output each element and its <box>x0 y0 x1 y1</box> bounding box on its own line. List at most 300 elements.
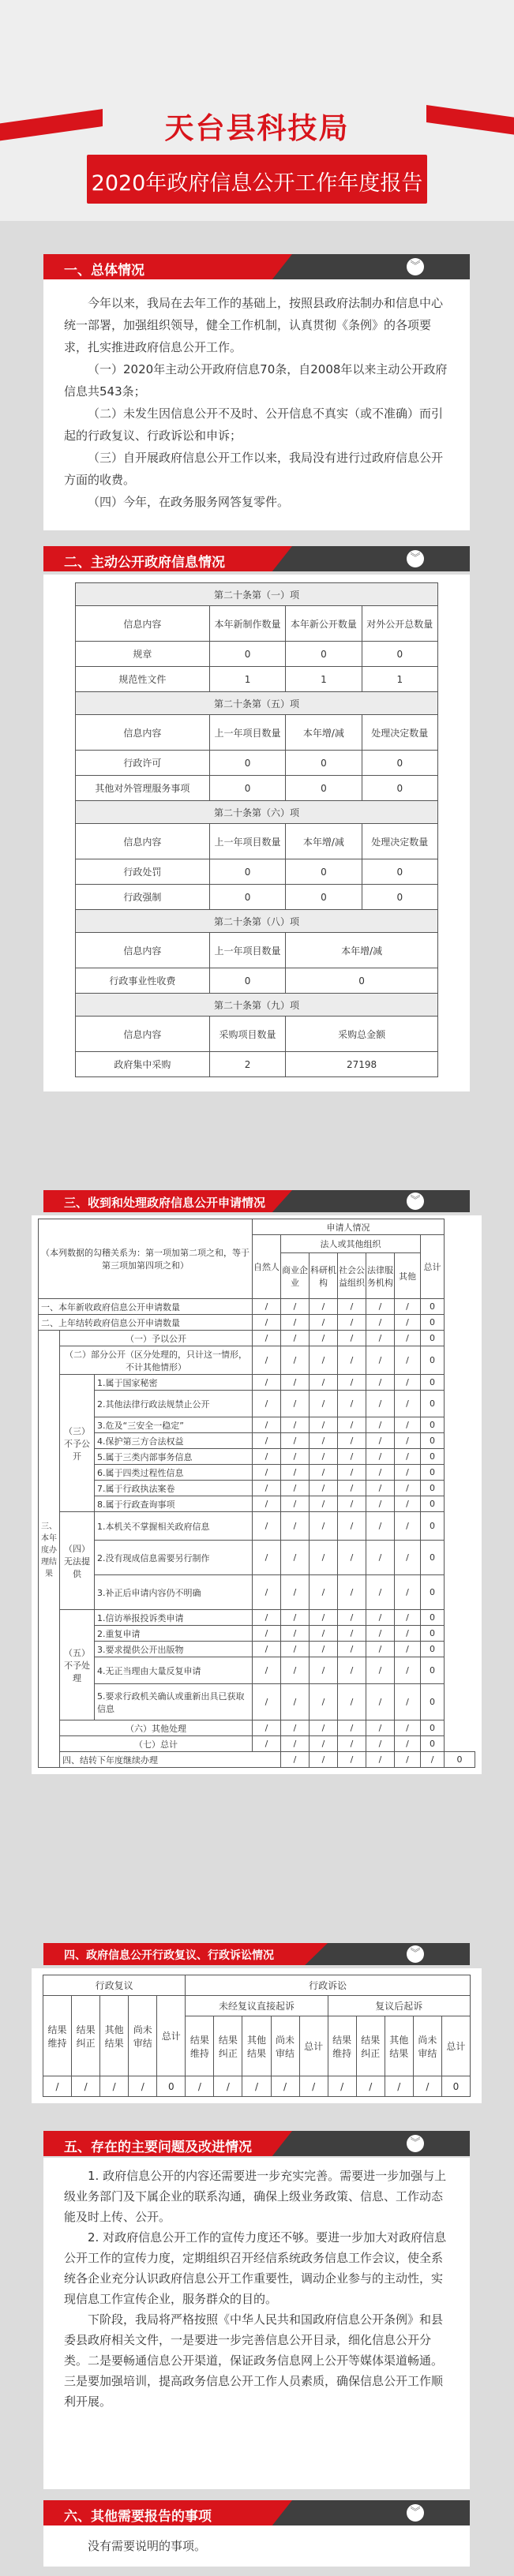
group-label: （五）不予处理 <box>60 1610 95 1720</box>
table-cell: / <box>281 1417 310 1433</box>
table-cell: / <box>253 1481 281 1496</box>
table-cell: / <box>395 1684 421 1720</box>
table-cell: / <box>253 1449 281 1465</box>
row-label: （一）予以公开 <box>60 1331 253 1346</box>
table-cell: / <box>366 1657 395 1684</box>
table-cell: / <box>338 1657 366 1684</box>
review-table <box>43 1975 471 2097</box>
table-header: 结果维持 <box>43 1996 72 2076</box>
row-label: 一、本年新收政府信息公开申请数量 <box>39 1299 253 1315</box>
table-cell: 0 <box>157 2076 186 2097</box>
table-cell: / <box>281 1331 310 1346</box>
table-cell: / <box>395 1626 421 1642</box>
table-row <box>39 1299 475 1315</box>
table-row <box>39 1626 475 1642</box>
table-header: 信息内容 <box>76 1017 210 1052</box>
table-cell: / <box>395 1720 421 1736</box>
table-cell: / <box>281 1642 310 1657</box>
table-cell-total: 0 <box>421 1481 445 1496</box>
table-cell: / <box>338 1541 366 1575</box>
table-cell: / <box>310 1657 338 1684</box>
table-row <box>39 1391 475 1417</box>
table-cell: / <box>366 1465 395 1481</box>
table-row <box>39 1657 475 1684</box>
table-cell: 1 <box>362 667 437 692</box>
table-cell: / <box>338 1375 366 1391</box>
row-label: 4.保护第三方合法权益 <box>95 1433 253 1449</box>
table-cell: / <box>338 1752 366 1768</box>
table-cell: 0 <box>286 885 362 910</box>
row-label: （七）总计 <box>60 1736 253 1752</box>
table-cell: / <box>253 1736 281 1752</box>
table-cell: / <box>366 1496 395 1512</box>
table-cell: / <box>253 1417 281 1433</box>
row-label: 四、结转下年度继续办理 <box>60 1752 281 1768</box>
table-cell: / <box>242 2076 271 2097</box>
table-header: 行政复议 <box>43 1975 186 1996</box>
table-cell: / <box>366 1684 395 1720</box>
table-cell: / <box>253 1465 281 1481</box>
table-header: 申请人情况 <box>253 1219 445 1235</box>
table-cell: 0 <box>362 642 437 667</box>
row-label: 2.没有现成信息需要另行制作 <box>95 1541 253 1575</box>
table-row <box>39 1449 475 1465</box>
table-cell: / <box>281 1541 310 1575</box>
row-label: 2.其他法律行政法规禁止公开 <box>95 1391 253 1417</box>
table-cell: 2 <box>209 1052 285 1077</box>
problems-paragraph: 下阶段，我局将严格按照《中华人民共和国政府信息公开条例》和县委县政府相关文件，一是要进一步完善信息公开目录，细化信息公开分类。二是要畅通信息公开渠道，保证政务信息网上公开等媒体渠道畅通。三是要加强培训，提高政务信息公开工作人员素质，确保信息公开工作顺利开展。 <box>64 2312 444 2409</box>
row-label: 2.重复申请 <box>95 1626 253 1642</box>
table-cell: / <box>338 1315 366 1331</box>
table-cell: 1 <box>286 667 362 692</box>
row-label: 8.属于行政查询事项 <box>95 1496 253 1512</box>
section-bar-overview <box>43 254 470 279</box>
table-cell: 规范性文件 <box>76 667 210 692</box>
table-cell: / <box>413 2076 441 2097</box>
section-bar-others <box>43 2500 470 2525</box>
table-cell: / <box>281 1449 310 1465</box>
table-cell-total: 0 <box>421 1610 445 1626</box>
table-cell: / <box>281 1512 310 1541</box>
section-bar-problems <box>43 2131 470 2156</box>
table-cell: / <box>338 1481 366 1496</box>
table-cell: / <box>310 1752 338 1768</box>
chevron-down-icon[interactable]: ︾ <box>407 2504 424 2522</box>
table-cell: / <box>299 2076 328 2097</box>
table-cell: 0 <box>209 885 285 910</box>
table-row <box>76 1052 438 1077</box>
table-cell: / <box>271 2076 299 2097</box>
table-cell: / <box>281 1720 310 1736</box>
table-cell: / <box>338 1417 366 1433</box>
table-cell: 0 <box>286 642 362 667</box>
table-cell: / <box>281 1752 310 1768</box>
table-cell: / <box>72 2076 100 2097</box>
row-label: 3.要求提供公开出版物 <box>95 1642 253 1657</box>
table-cell: / <box>366 1642 395 1657</box>
table-row <box>39 1496 475 1512</box>
table-cell: / <box>281 1299 310 1315</box>
table-cell: / <box>395 1346 421 1375</box>
table-cell-total: 0 <box>421 1512 445 1541</box>
table-header: 结果纠正 <box>214 2016 242 2076</box>
table-cell: / <box>366 1375 395 1391</box>
table-cell: 行政强制 <box>76 885 210 910</box>
table-cell: / <box>310 1610 338 1626</box>
chevron-down-icon[interactable]: ︾ <box>407 2135 424 2152</box>
overview-paragraph: （二）未发生因信息公开不及时、公开信息不真实（或不准确）而引起的行政复议、行政诉讼和申诉； <box>64 406 444 443</box>
table-cell: / <box>338 1736 366 1752</box>
table-header: 未经复议直接起诉 <box>186 1996 328 2016</box>
section-title: 五、存在的主要问题及改进情况 <box>64 2140 252 2155</box>
table-cell: 1 <box>209 667 285 692</box>
table-header: 结果维持 <box>328 2016 356 2076</box>
table-cell-total: 0 <box>421 1417 445 1433</box>
overview-paragraph: （四）今年，在政务服务网答复零件。 <box>88 495 290 509</box>
table-header: 处理决定数量 <box>362 824 437 859</box>
table-caption: 第二十条第（六）项 <box>76 801 438 824</box>
table-cell-total: 0 <box>445 1752 475 1768</box>
table-header: 其他结果 <box>385 2016 413 2076</box>
table-header: 尚未审结 <box>271 2016 299 2076</box>
group-label: （三）不予公开 <box>60 1375 95 1512</box>
chevron-down-icon[interactable]: ︾ <box>407 258 424 275</box>
table-cell: / <box>310 1417 338 1433</box>
report-header <box>0 0 514 221</box>
table-cell: 0 <box>441 2076 470 2097</box>
row-label: 3.补正后申请内容仍不明确 <box>95 1575 253 1610</box>
table-cell: / <box>214 2076 242 2097</box>
applications-table <box>38 1219 475 1768</box>
row-label: 1.本机关不掌握相关政府信息 <box>95 1512 253 1541</box>
table-corner-note: （本列数据的勾稽关系为：第一项加第二项之和，等于第三项加第四项之和） <box>39 1219 253 1299</box>
table-cell: / <box>253 1575 281 1610</box>
table-row <box>76 885 438 910</box>
table-cell: / <box>253 1541 281 1575</box>
table-cell: / <box>253 1642 281 1657</box>
table-header: 本年新公开数量 <box>286 606 362 642</box>
review-card <box>32 1968 482 2103</box>
table-cell-total: 0 <box>421 1391 445 1417</box>
table-cell: / <box>281 1433 310 1449</box>
table-cell: 0 <box>362 751 437 776</box>
others-card <box>43 2525 470 2567</box>
table-cell: / <box>366 1512 395 1541</box>
table-cell: 0 <box>209 968 285 994</box>
table-cell: / <box>281 1575 310 1610</box>
table-cell: / <box>395 1752 421 1768</box>
table-header: 本年新制作数量 <box>209 606 285 642</box>
table-cell: / <box>366 1752 395 1768</box>
table-cell: / <box>395 1375 421 1391</box>
table-cell: / <box>395 1541 421 1575</box>
table-cell: 0 <box>209 776 285 801</box>
table-cell-total: 0 <box>421 1375 445 1391</box>
others-paragraph: 没有需要说明的事项。 <box>88 2539 207 2553</box>
problems-card <box>43 2158 470 2489</box>
section-bar-review <box>43 1943 470 1965</box>
table-cell: / <box>366 1575 395 1610</box>
table-cell: / <box>338 1449 366 1465</box>
table-header: 处理决定数量 <box>362 715 437 751</box>
table-cell: / <box>338 1684 366 1720</box>
table-cell: / <box>281 1346 310 1375</box>
table-header: 商业企业 <box>281 1253 310 1299</box>
table-row <box>39 1684 475 1720</box>
table-header: 其他结果 <box>242 2016 271 2076</box>
table-cell: / <box>253 1299 281 1315</box>
table-cell: / <box>395 1496 421 1512</box>
table-cell: / <box>356 2076 385 2097</box>
table-cell-total: 0 <box>421 1575 445 1610</box>
table-row <box>39 1331 475 1346</box>
table-cell-total: 0 <box>421 1299 445 1315</box>
table-cell: / <box>281 1610 310 1626</box>
table-cell: / <box>395 1610 421 1626</box>
table-cell: 0 <box>209 751 285 776</box>
table-cell: / <box>366 1481 395 1496</box>
table-cell: 其他对外管理服务事项 <box>76 776 210 801</box>
table-cell: / <box>395 1481 421 1496</box>
table-cell-total: 0 <box>421 1449 445 1465</box>
table-row <box>76 968 438 994</box>
problems-paragraph: 2. 对政府信息公开工作的宣传力度还不够。要进一步加大对政府信息公开工作的宣传力度，定期组织召开经信系统政务信息工作会议，使全系统各企业充分认识政府信息公开工作重要性，调动企业参与的主动性，实现信息工作宣传企业，服务群众的目的。 <box>64 2230 447 2306</box>
table-row <box>39 1465 475 1481</box>
table-header: 信息内容 <box>76 933 210 968</box>
table-header: 尚未审结 <box>129 1996 157 2076</box>
table-cell: / <box>395 1512 421 1541</box>
table-header: 本年增/减 <box>286 824 362 859</box>
table-row <box>39 1315 475 1331</box>
table-cell: 0 <box>286 776 362 801</box>
table-header: 社会公益组织 <box>338 1253 366 1299</box>
table-cell-total: 0 <box>421 1657 445 1684</box>
group-label: （四）无法提供 <box>60 1512 95 1610</box>
table-header: 总计 <box>421 1235 445 1299</box>
table-cell: / <box>338 1346 366 1375</box>
table-cell: / <box>395 1315 421 1331</box>
table-header: 本年增/减 <box>286 933 438 968</box>
table-cell: / <box>281 1736 310 1752</box>
table-cell-total: 0 <box>421 1346 445 1375</box>
table-cell: / <box>253 1610 281 1626</box>
table-header: 总计 <box>441 2016 470 2076</box>
table-cell: / <box>338 1433 366 1449</box>
row-label: 5.要求行政机关确认或重新出具已获取信息 <box>95 1684 253 1720</box>
table-header: 信息内容 <box>76 606 210 642</box>
table-header: 行政诉讼 <box>186 1975 471 1996</box>
table-cell: / <box>281 1375 310 1391</box>
org-title: 天台县科技局 <box>164 111 350 145</box>
section-title: 三、收到和处理政府信息公开申请情况 <box>64 1196 266 1210</box>
table-cell: / <box>338 1720 366 1736</box>
table-cell-total: 0 <box>421 1331 445 1346</box>
table-cell: / <box>310 1346 338 1375</box>
table-header: 法律服务机构 <box>366 1253 395 1299</box>
table-cell: / <box>395 1642 421 1657</box>
table-cell: 27198 <box>286 1052 438 1077</box>
applications-card <box>32 1215 482 1774</box>
table-cell: / <box>366 1417 395 1433</box>
table-row <box>76 642 438 667</box>
row-label: 1.信访举报投诉类申请 <box>95 1610 253 1626</box>
table-header: 其他结果 <box>100 1996 129 2076</box>
row-label: 6.属于四类过程性信息 <box>95 1465 253 1481</box>
table-header: 上一年项目数量 <box>209 715 285 751</box>
table-cell: / <box>100 2076 129 2097</box>
table-cell: 0 <box>362 776 437 801</box>
table-row <box>76 859 438 885</box>
table-cell: / <box>310 1512 338 1541</box>
table-row <box>39 1346 475 1375</box>
table-cell: / <box>253 1433 281 1449</box>
table-cell: / <box>338 1512 366 1541</box>
row-label: （六）其他处理 <box>60 1720 253 1736</box>
table-cell: / <box>366 1299 395 1315</box>
table-header: 采购总金额 <box>286 1017 438 1052</box>
table-header: 法人或其他组织 <box>281 1235 421 1253</box>
table-cell-total: 0 <box>421 1642 445 1657</box>
table-cell: / <box>395 1331 421 1346</box>
table-header: 结果纠正 <box>356 2016 385 2076</box>
table-cell: / <box>366 1610 395 1626</box>
table-cell: / <box>366 1449 395 1465</box>
table-row <box>39 1610 475 1626</box>
table-cell: / <box>310 1736 338 1752</box>
table-cell: / <box>253 1720 281 1736</box>
table-row <box>39 1575 475 1610</box>
table-cell: / <box>281 1684 310 1720</box>
table-header: 总计 <box>157 1996 186 2076</box>
table-cell: / <box>281 1391 310 1417</box>
table-cell: / <box>310 1481 338 1496</box>
table-caption: 第二十条第（一）项 <box>76 583 438 606</box>
table-caption: 第二十条第（五）项 <box>76 692 438 715</box>
table-cell: 0 <box>362 885 437 910</box>
table-header: 对外公开总数量 <box>362 606 437 642</box>
table-cell: 行政许可 <box>76 751 210 776</box>
table-caption: 第二十条第（九）项 <box>76 994 438 1017</box>
table-cell: / <box>310 1315 338 1331</box>
table-cell: / <box>281 1465 310 1481</box>
table-row <box>39 1512 475 1541</box>
table-cell: / <box>338 1391 366 1417</box>
table-cell: / <box>310 1496 338 1512</box>
overview-card <box>43 279 470 530</box>
chevron-down-icon[interactable]: ︾ <box>407 1193 424 1210</box>
problems-paragraph: 1. 政府信息公开的内容还需要进一步充实完善。需要进一步加强与上级业务部门及下属企业的联系沟通，确保上级业务政策、信息、工作动态能及时上传、公开。 <box>64 2169 447 2224</box>
table-header: 本年增/减 <box>286 715 362 751</box>
table-cell: 行政处罚 <box>76 859 210 885</box>
section-title: 六、其他需要报告的事项 <box>64 2509 212 2525</box>
table-cell: / <box>253 1626 281 1642</box>
table-cell-total: 0 <box>421 1315 445 1331</box>
table-caption: 第二十条第（八）项 <box>76 910 438 933</box>
table-cell: 政府集中采购 <box>76 1052 210 1077</box>
table-cell: / <box>310 1375 338 1391</box>
table-cell: / <box>281 1315 310 1331</box>
table-cell: / <box>338 1496 366 1512</box>
table-cell: / <box>253 1684 281 1720</box>
table-row <box>76 751 438 776</box>
table-cell: 0 <box>286 751 362 776</box>
table-cell: / <box>366 1736 395 1752</box>
table-cell: / <box>253 1375 281 1391</box>
row-label: 5.属于三类内部事务信息 <box>95 1449 253 1465</box>
table-cell: / <box>310 1642 338 1657</box>
row-label: 3.危及“三安全一稳定” <box>95 1417 253 1433</box>
chevron-down-icon[interactable]: ︾ <box>407 550 424 567</box>
table-cell: / <box>395 1465 421 1481</box>
table-cell: / <box>395 1299 421 1315</box>
table-row <box>39 1642 475 1657</box>
table-cell-total: 0 <box>421 1684 445 1720</box>
row-label: 7.属于行政执法案卷 <box>95 1481 253 1496</box>
chevron-down-icon[interactable]: ︾ <box>407 1945 424 1963</box>
table-cell: / <box>310 1449 338 1465</box>
table-cell-total: 0 <box>421 1541 445 1575</box>
table-cell: / <box>395 1449 421 1465</box>
table-row <box>76 667 438 692</box>
table-header: 科研机构 <box>310 1253 338 1299</box>
section-title: 四、政府信息公开行政复议、行政诉讼情况 <box>64 1949 274 1962</box>
table-cell: 0 <box>362 859 437 885</box>
table-cell: / <box>338 1465 366 1481</box>
table-cell: / <box>43 2076 72 2097</box>
table-header: 上一年项目数量 <box>209 933 285 968</box>
table-row <box>39 1736 475 1752</box>
table-header: 自然人 <box>253 1235 281 1299</box>
table-cell: / <box>129 2076 157 2097</box>
table-header: 上一年项目数量 <box>209 824 285 859</box>
table-row <box>39 1375 475 1391</box>
table-row <box>43 2076 471 2097</box>
table-cell: / <box>281 1481 310 1496</box>
table-cell: / <box>310 1626 338 1642</box>
table-cell: / <box>310 1465 338 1481</box>
table-cell-total: 0 <box>421 1736 445 1752</box>
table-row <box>39 1752 475 1768</box>
table-cell: / <box>338 1610 366 1626</box>
table-cell: / <box>253 1331 281 1346</box>
table-header: 结果维持 <box>186 2016 214 2076</box>
table-cell: / <box>310 1331 338 1346</box>
table-cell: / <box>366 1391 395 1417</box>
table-cell: / <box>253 1657 281 1684</box>
table-header: 信息内容 <box>76 824 210 859</box>
table-row <box>39 1720 475 1736</box>
table-cell: / <box>310 1684 338 1720</box>
table-cell: / <box>310 1391 338 1417</box>
report-title-band <box>87 155 427 204</box>
section-bar-applications <box>43 1190 470 1212</box>
table-cell: / <box>338 1575 366 1610</box>
table-cell: / <box>281 1496 310 1512</box>
table-cell: 0 <box>209 859 285 885</box>
section-title: 一、总体情况 <box>64 263 144 279</box>
table-cell: / <box>395 1575 421 1610</box>
active-disclosure-table <box>75 582 438 1077</box>
group-label: 三、本年度办理结果 <box>39 1331 60 1768</box>
table-cell: / <box>366 1331 395 1346</box>
table-cell: / <box>281 1657 310 1684</box>
table-cell-total: 0 <box>421 1465 445 1481</box>
table-cell: / <box>310 1541 338 1575</box>
table-cell: / <box>338 1299 366 1315</box>
table-cell: / <box>366 1720 395 1736</box>
table-row <box>39 1433 475 1449</box>
table-cell: / <box>366 1346 395 1375</box>
